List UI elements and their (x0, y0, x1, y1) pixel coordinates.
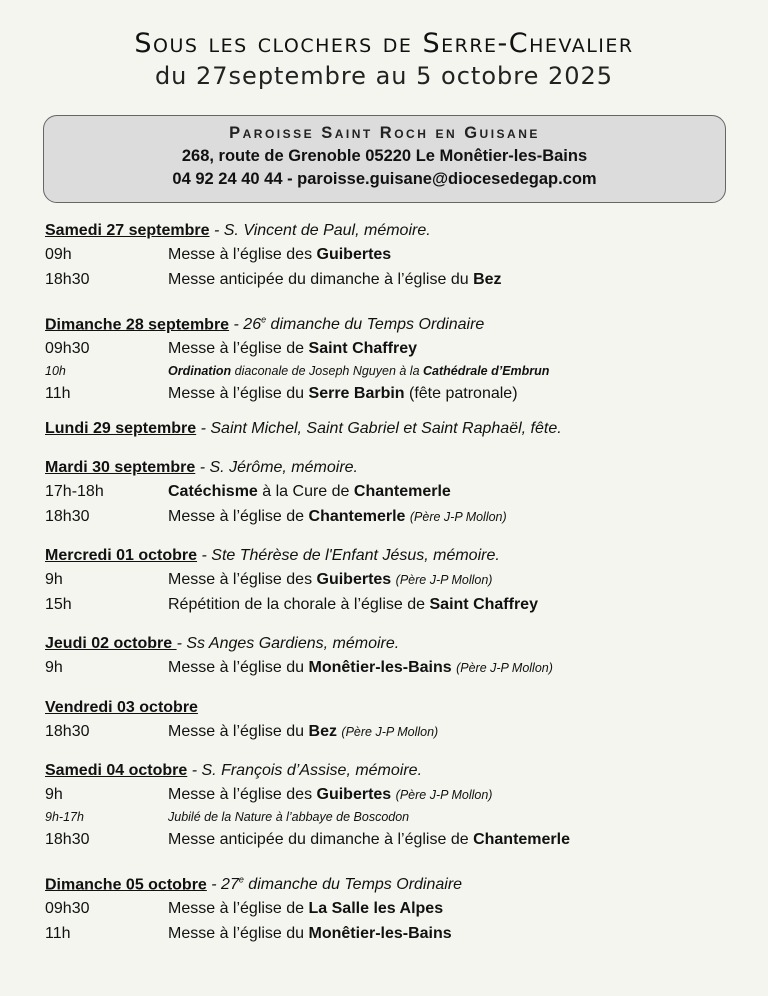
event-place: Saint Chaffrey (308, 340, 417, 358)
day-block (45, 220, 745, 292)
schedule-row (45, 719, 745, 744)
event-text: Messe anticipée du dimanche à l’église du (168, 271, 474, 288)
event-text: Messe à l’église des (168, 571, 317, 588)
event-description (168, 921, 452, 946)
event-place: Saint Chaffrey (429, 596, 538, 613)
schedule-row (45, 896, 745, 921)
day-date: Dimanche 05 octobre (45, 876, 207, 894)
day-feast: - Ss Anges Gardiens, mémoire. (176, 635, 400, 652)
event-time: 9h (45, 571, 63, 588)
event-text: Messe à l’église de (168, 900, 309, 918)
page-subtitle: du 27septembre au 5 octobre 2025 (154, 62, 614, 90)
event-description (168, 267, 502, 292)
event-time: 10h (45, 364, 66, 379)
parish-name: Paroisse Saint Roch en Guisane (229, 124, 540, 142)
event-text: à la Cure de (257, 483, 354, 500)
event-place: Guibertes (316, 246, 392, 263)
schedule-row (45, 336, 745, 361)
feast-text: dimanche du Temps Ordinaire (266, 316, 485, 334)
event-time: 18h30 (45, 271, 90, 288)
event-time: 9h-17h (45, 810, 84, 824)
event-description (168, 242, 391, 267)
feast-superscript: e (261, 315, 267, 325)
event-description (168, 592, 538, 617)
day-block (45, 457, 745, 529)
day-header (45, 220, 745, 242)
day-block (45, 697, 745, 744)
event-place: Chantemerle (353, 483, 451, 500)
event-note: (fête patronale) (404, 385, 518, 403)
schedule-row (45, 242, 745, 267)
event-text: Messe à l’église du (168, 659, 309, 676)
day-header (45, 309, 745, 336)
day-block (45, 418, 745, 440)
feast-text: - 27 (206, 876, 239, 894)
event-note: (Père J-P Mollon) (456, 661, 553, 675)
schedule-row (45, 267, 745, 292)
event-place: Serre Barbin (308, 385, 405, 403)
event-text: Messe à l’église du (168, 723, 309, 740)
day-date: Samedi 27 septembre (45, 222, 210, 239)
schedule-row (45, 655, 745, 680)
event-time: 09h30 (45, 900, 90, 918)
event-time: 9h (45, 786, 63, 803)
page-title: Sous les clochers de Serre-Chevalier (134, 28, 634, 59)
event-time: 09h30 (45, 340, 90, 358)
event-place: Cathédrale d’Embrun (423, 364, 550, 379)
day-block (45, 760, 745, 852)
event-place: Monêtier-les-Bains (308, 925, 452, 943)
event-note: (Père J-P Mollon) (395, 573, 493, 587)
schedule-row (45, 827, 745, 852)
event-place: Chantemerle (308, 508, 406, 525)
event-text: Messe à l’église du (168, 925, 309, 943)
event-time: 11h (45, 925, 71, 943)
day-feast: - S. Vincent de Paul, mémoire. (209, 222, 431, 239)
day-header (45, 418, 745, 440)
event-description (168, 504, 507, 530)
day-header (45, 697, 745, 719)
day-block (45, 309, 745, 406)
event-place: Monêtier-les-Bains (308, 659, 452, 676)
event-time: 15h (45, 596, 72, 613)
event-text: Messe à l’église du (168, 385, 309, 403)
event-note: (Père J-P Mollon) (409, 510, 507, 524)
day-feast (229, 316, 484, 333)
event-note: (Père J-P Mollon) (395, 788, 493, 802)
day-header (45, 760, 745, 782)
event-description (168, 567, 492, 593)
parish-address: 268, route de Grenoble 05220 Le Monêtier-les-Bains (181, 147, 588, 165)
day-block (45, 545, 745, 617)
schedule-row (45, 504, 745, 529)
day-feast: - S. Jérôme, mémoire. (195, 459, 358, 476)
event-lead: Ordination (168, 364, 232, 379)
feast-text: - 26 (229, 316, 262, 334)
day-header (45, 457, 745, 479)
day-feast (207, 876, 462, 893)
event-place: Bez (308, 723, 337, 740)
event-time: 9h (45, 659, 63, 676)
schedule-row (45, 592, 745, 617)
day-date: Dimanche 28 septembre (45, 316, 230, 334)
event-place: Chantemerle (473, 831, 570, 848)
day-date: Samedi 04 octobre (45, 762, 188, 779)
event-description (168, 896, 443, 921)
schedule-row (45, 381, 745, 406)
event-time: 17h-18h (45, 483, 104, 500)
feast-text: dimanche du Temps Ordinaire (243, 876, 463, 894)
day-feast: - Ste Thérèse de l'Enfant Jésus, mémoire. (197, 547, 500, 564)
event-place: Bez (473, 271, 502, 288)
event-description (168, 479, 451, 504)
day-header (45, 869, 745, 896)
schedule-row (45, 807, 745, 827)
event-time: 18h30 (45, 723, 90, 740)
event-text: Messe à l’église de (168, 508, 309, 525)
schedule-row (45, 921, 745, 946)
event-text: diaconale de Joseph Nguyen à la (231, 364, 424, 379)
day-date: Mardi 30 septembre (45, 459, 196, 476)
event-time: 18h30 (45, 508, 90, 525)
event-text: Messe à l’église des (168, 246, 317, 263)
day-date: Lundi 29 septembre (45, 420, 197, 437)
event-text: Messe à l’église de (168, 340, 309, 358)
day-block (45, 633, 745, 680)
schedule-row (45, 479, 745, 504)
day-feast: - Saint Michel, Saint Gabriel et Saint Raphaël, fête. (196, 420, 562, 437)
event-text: Répétition de la chorale à l’église de (168, 596, 430, 613)
day-date: Mercredi 01 octobre (45, 547, 198, 564)
event-description (168, 655, 553, 681)
event-description (168, 782, 492, 808)
event-lead: Catéchisme (168, 483, 258, 500)
day-date: Vendredi 03 octobre (45, 699, 198, 716)
schedule-row (45, 361, 745, 381)
event-description (168, 361, 549, 381)
parish-info-box (43, 115, 726, 203)
day-header (45, 545, 745, 567)
event-place: Guibertes (316, 786, 392, 803)
event-description (168, 827, 570, 852)
day-feast: - S. François d’Assise, mémoire. (187, 762, 423, 779)
event-text: Messe anticipée du dimanche à l’église de (168, 831, 474, 848)
feast-superscript: e (238, 875, 244, 885)
event-text: Jubilé de la Nature à l’abbaye de Boscodon (168, 810, 410, 824)
event-description (168, 807, 409, 827)
event-time: 11h (45, 385, 71, 403)
day-date: Jeudi 02 octobre (45, 635, 177, 652)
event-description (168, 719, 438, 745)
event-description (168, 336, 417, 361)
day-header (45, 633, 745, 655)
event-description (168, 381, 518, 406)
event-time: 18h30 (45, 831, 90, 848)
schedule-row (45, 567, 745, 592)
event-place: La Salle les Alpes (308, 900, 444, 918)
schedule-row (45, 782, 745, 807)
event-note: (Père J-P Mollon) (341, 725, 439, 739)
event-time: 09h (45, 246, 72, 263)
parish-contact: 04 92 24 40 44 - paroisse.guisane@diocesedegap.com (172, 170, 597, 188)
day-block (45, 869, 745, 946)
event-place: Guibertes (316, 571, 392, 588)
event-text: Messe à l’église des (168, 786, 317, 803)
